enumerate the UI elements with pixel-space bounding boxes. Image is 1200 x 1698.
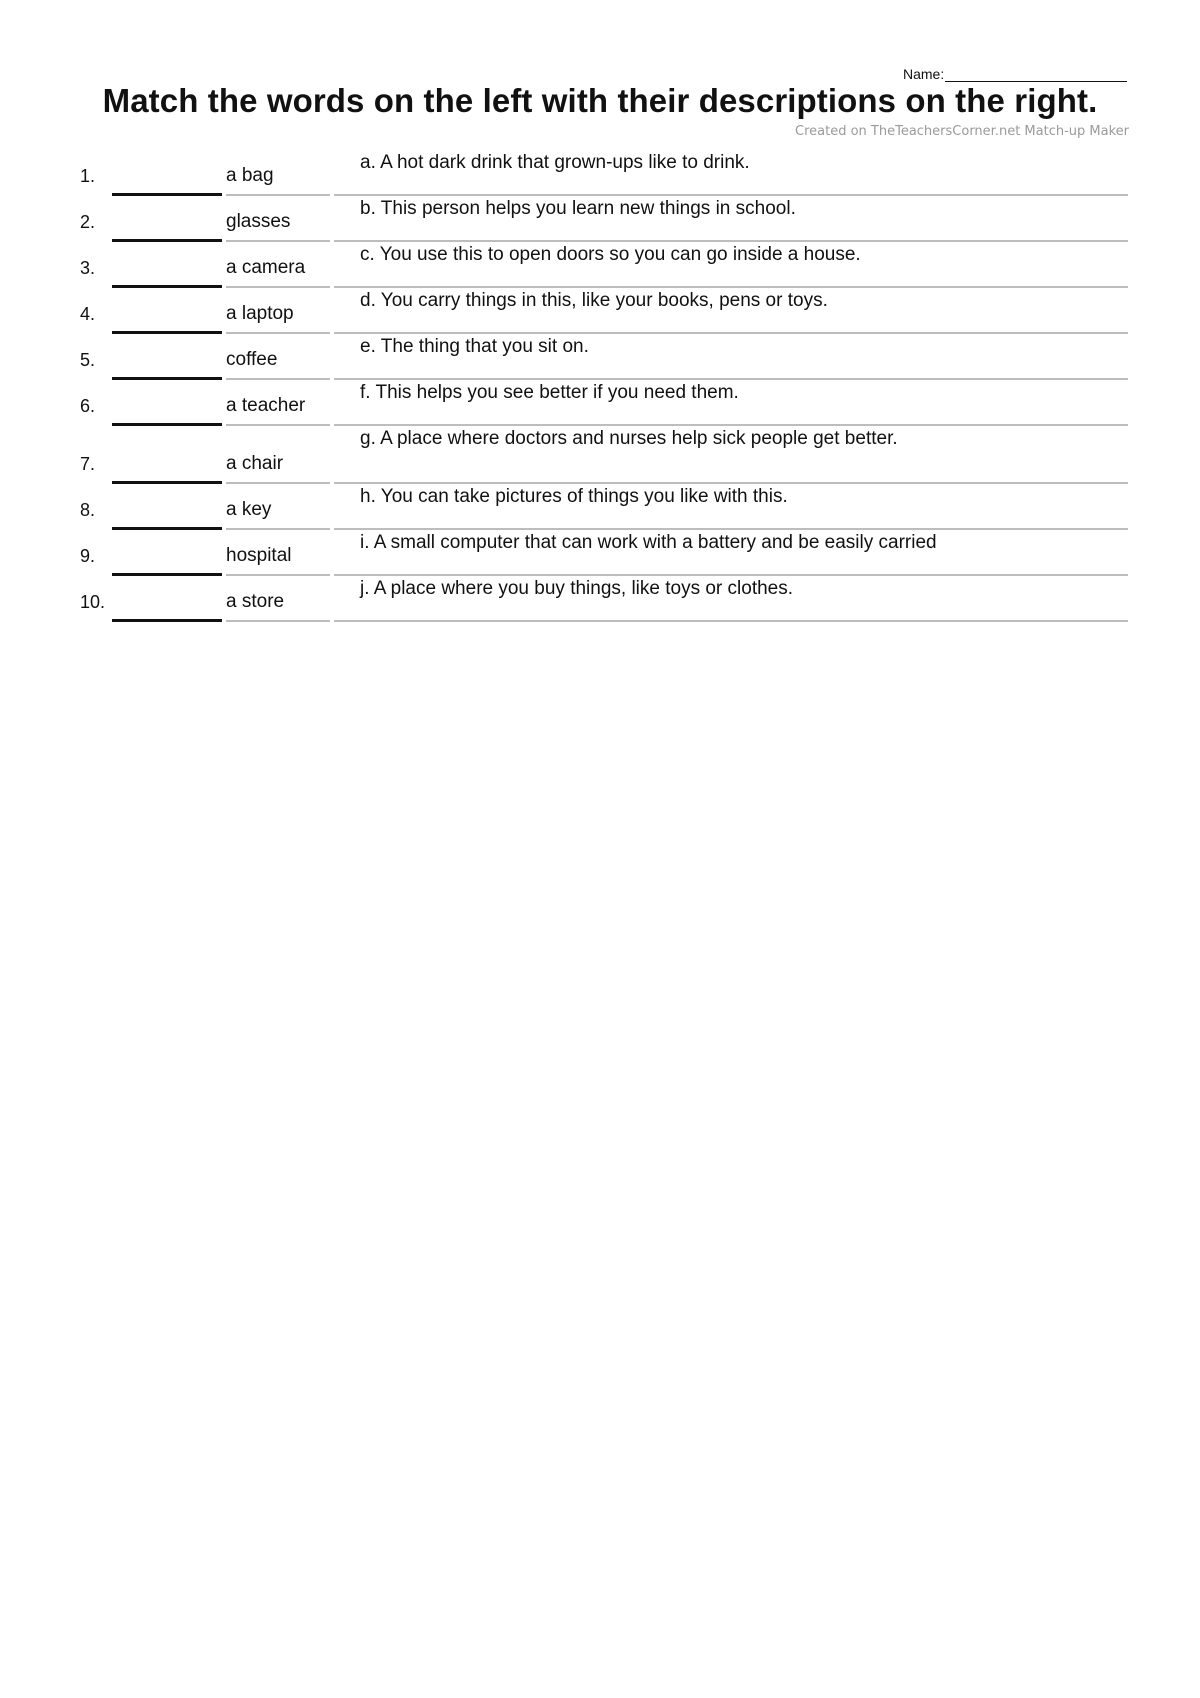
answer-blank[interactable] <box>112 619 222 622</box>
name-blank-line[interactable] <box>945 67 1127 82</box>
row-number: 5. <box>80 350 96 370</box>
match-word: a teacher <box>226 395 306 416</box>
match-row <box>0 242 1200 288</box>
match-description: e. The thing that you sit on. <box>360 336 589 357</box>
match-word: glasses <box>226 211 291 232</box>
row-number: 4. <box>80 304 96 324</box>
name-field <box>903 66 1127 82</box>
match-row <box>0 196 1200 242</box>
match-description: b. This person helps you learn new things in school. <box>360 198 796 219</box>
match-row <box>0 150 1200 196</box>
credit-line: Created on TheTeachersCorner.net Match-up Maker <box>795 124 1129 139</box>
match-description: g. A place where doctors and nurses help sick people get better. <box>360 428 898 449</box>
name-label: Name: <box>903 66 945 82</box>
worksheet-title: Match the words on the left with their descriptions on the right. <box>102 82 1098 119</box>
match-row <box>0 334 1200 380</box>
row-number: 8. <box>80 500 96 520</box>
row-number: 6. <box>80 396 96 416</box>
match-description: h. You can take pictures of things you like with this. <box>360 486 788 507</box>
match-word: a camera <box>226 257 306 278</box>
match-word: a store <box>226 591 285 612</box>
match-description: f. This helps you see better if you need them. <box>360 382 739 403</box>
row-number: 7. <box>80 454 96 474</box>
match-description: a. A hot dark drink that grown-ups like to drink. <box>360 152 750 173</box>
match-description: i. A small computer that can work with a battery and be easily carried <box>360 532 937 553</box>
match-word: a bag <box>226 165 274 186</box>
match-row <box>0 484 1200 530</box>
row-number: 10. <box>80 592 106 612</box>
match-row <box>0 530 1200 576</box>
match-description: j. A place where you buy things, like toys or clothes. <box>360 578 794 599</box>
row-number: 2. <box>80 212 96 232</box>
description-divider <box>334 620 1128 622</box>
match-word: a laptop <box>226 303 294 324</box>
match-row <box>0 426 1200 484</box>
match-word: hospital <box>226 545 292 566</box>
match-row <box>0 288 1200 334</box>
row-number: 1. <box>80 166 96 186</box>
word-divider <box>226 620 330 622</box>
match-word: a key <box>226 499 272 520</box>
match-word: coffee <box>226 349 278 370</box>
match-list <box>0 150 1200 622</box>
match-description: c. You use this to open doors so you can go inside a house. <box>360 244 861 265</box>
match-description: d. You carry things in this, like your books, pens or toys. <box>360 290 828 311</box>
match-row <box>0 380 1200 426</box>
match-row <box>0 576 1200 622</box>
match-word: a chair <box>226 453 284 474</box>
row-number: 3. <box>80 258 96 278</box>
row-number: 9. <box>80 546 96 566</box>
